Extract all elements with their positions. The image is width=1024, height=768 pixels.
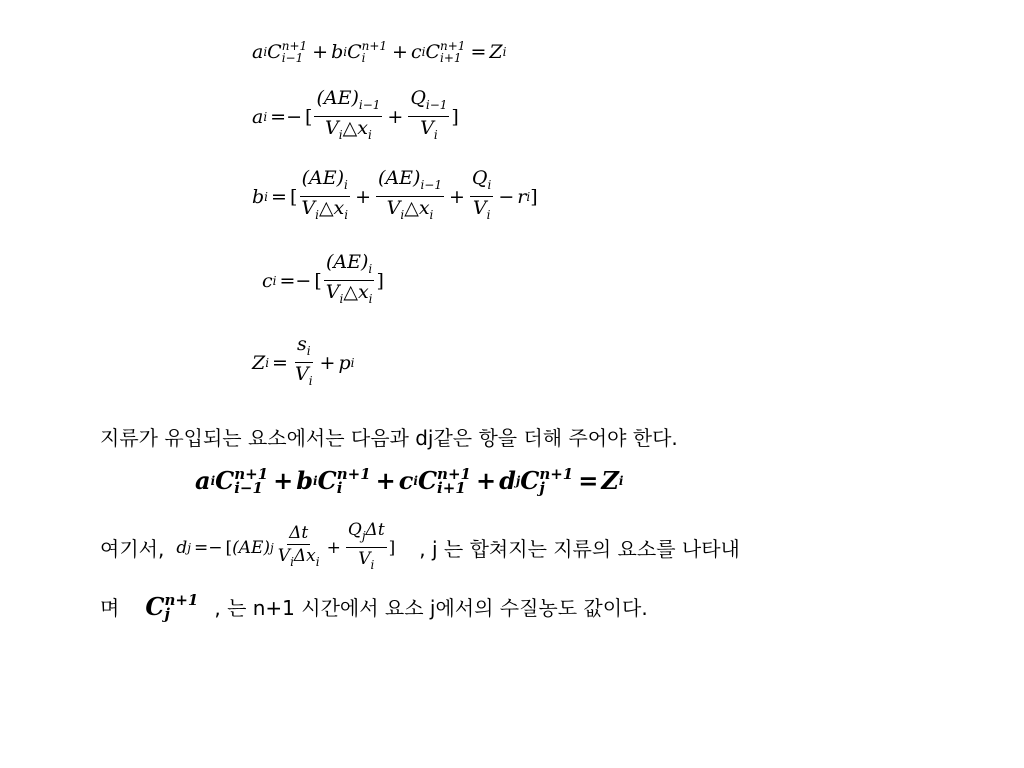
equation-d-coefficient: d j =− [ (AE) j $\frac{\Delta t}{V_i\Delta x_i}$ + $\frac{Q_j\Delta t}{V_i}$ ] xyxy=(176,520,396,572)
equation-with-tributary: a i C n+1 i−1 + b i C n+1 i + c i C n+1 i+1 + d j C n+1 j = Z i xyxy=(195,464,624,497)
equation-concentration-term: C n+1 j xyxy=(145,590,199,623)
equation-z-term: Z i = $\frac{s_i}{V_i}$ + p i xyxy=(252,333,355,388)
paragraph-concentration-definition xyxy=(100,592,648,621)
paragraph-dj-definition xyxy=(100,520,740,575)
equation-a-coefficient: a i =− [ $\frac{(AE)_{i-1}}{V_i\triangle x_i}$ + $\frac{Q_{i-1}}{V_i}$ ] xyxy=(252,87,459,142)
paragraph-tributary-inflow: 지류가 유입되는 요소에서는 다음과 dj같은 항을 더해 주어야 한다. xyxy=(100,426,678,450)
text-suffix-j-element: , j 는 합쳐지는 지류의 요소를 나타내 xyxy=(419,537,740,561)
text-suffix-concentration: , 는 n+1 시간에서 요소 j에서의 수질농도 값이다. xyxy=(214,596,648,620)
equation-b-coefficient: b i = [ $\frac{(AE)_i}{V_i\triangle x_i}$ + $\frac{(AE)_{i-1}}{V_i\triangle x_i}$ + $\frac{Q_i}{V_i}$ − r i ] xyxy=(252,167,538,222)
text-prefix-yeogiseo: 여기서, xyxy=(100,537,165,561)
equation-c-coefficient: c i =− [ $\frac{(AE)_i}{V_i\triangle x_i}$ ] xyxy=(262,251,384,306)
equation-advection-dispersion: a i C n+1 i−1 + b i C n+1 i + c i C n+1 i+1 = Z i xyxy=(252,39,507,65)
text-prefix-myeo: 며 xyxy=(100,596,120,620)
